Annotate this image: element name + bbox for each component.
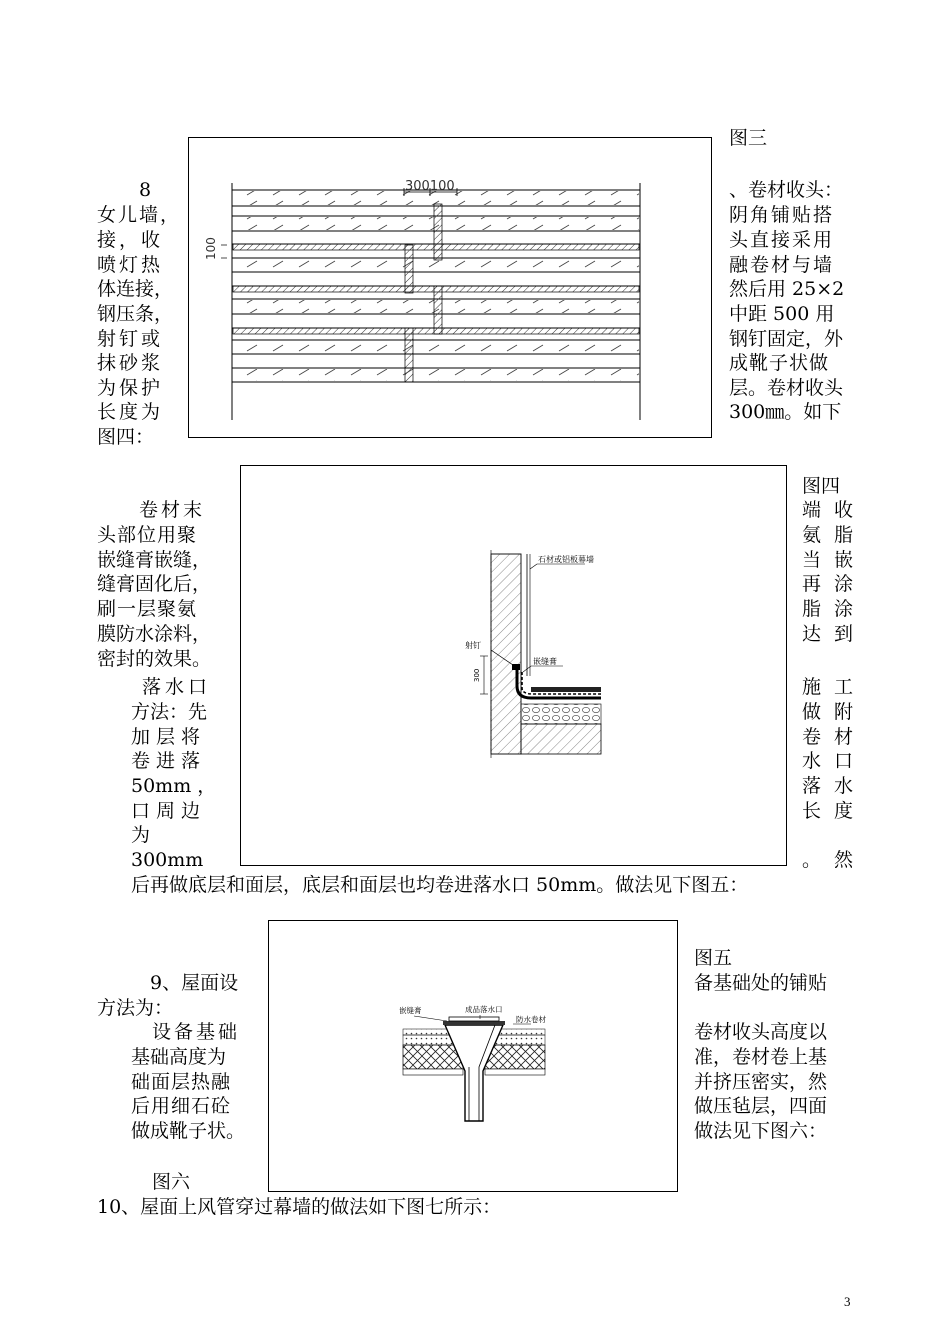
text-line: 做成靴子状。 (131, 1120, 246, 1142)
text-line: 缝膏固化后， (97, 573, 212, 595)
fig5-caption: 图五 (694, 947, 733, 969)
text-line: 阴角铺贴搭 (729, 204, 835, 226)
figure-4-svg (241, 466, 788, 867)
text-line: 设备基础 (152, 1021, 241, 1043)
text-line: 落水口 (142, 676, 212, 698)
text-line: 融卷材与墙 (729, 254, 835, 276)
text-line: 做法见下图六： (694, 1120, 828, 1142)
text-line: 、卷材收头： (729, 179, 844, 201)
text-line: 后用细石砼 (131, 1095, 232, 1117)
text-line: 氨脂 (802, 524, 867, 546)
text-line: 再涂 (802, 573, 867, 595)
text-line: 女儿墙， (97, 204, 182, 226)
section10-line: 10、屋面上风管穿过幕墙的做法如下图七所示： (97, 1196, 502, 1218)
text-line: 成靴子状做 (729, 352, 830, 374)
text-line: 图四： (97, 426, 155, 448)
text-line: 卷进落 (131, 750, 207, 772)
text-line: 抹砂浆 (97, 352, 164, 374)
text-line: 接，收 (97, 229, 164, 251)
text-line: 然后用 25×2 (729, 278, 845, 300)
fig4-label-nail: 射钉 (465, 641, 481, 650)
text-line: 为 (131, 824, 151, 846)
text-line: 方法：先 (131, 701, 208, 723)
fig5-label-sealant: 嵌缝膏 (399, 1006, 422, 1015)
fig4-label-dimension: 300 (473, 668, 481, 682)
fig3-caption: 图三 (729, 127, 768, 149)
text-line: 当嵌 (802, 549, 867, 571)
text-line: 端收 (802, 499, 867, 521)
text-line: 钢钉固定，外 (729, 328, 844, 350)
text-line: 头直接采用 (729, 229, 835, 251)
text-line: 300mm (131, 849, 204, 871)
figure-3-svg (189, 138, 713, 439)
text-line: 脂涂 (802, 598, 867, 620)
text-line: 长度为 (97, 401, 164, 423)
fig5-label-membrane: 防水卷材 (516, 1015, 546, 1024)
text-line: 做压毡层，四面 (694, 1095, 828, 1117)
text-line: 300㎜。如下 (729, 401, 842, 423)
text-line: 长度 (802, 800, 867, 822)
text-line: 加层将 (131, 726, 207, 748)
fig5-label-drain: 成品落水口 (465, 1005, 503, 1014)
text-line: 口周边 (131, 800, 207, 822)
fig4-label-sealant: 嵌缝膏 (533, 657, 557, 666)
text-line: 钢压条， (97, 303, 174, 325)
text-line: 卷材收头高度以 (694, 1021, 828, 1043)
text-line: 50mm ， (131, 775, 217, 797)
text-line: 备基础处的铺贴 (694, 972, 828, 994)
text-line: 头部位用聚 (97, 524, 198, 546)
text-line: 卷材 (802, 726, 867, 748)
text-line: 密封的效果。 (97, 648, 212, 670)
text-line: 膜防水涂料， (97, 623, 212, 645)
figure-5-drawing (268, 920, 678, 1192)
text-line: 射钉或 (97, 328, 164, 350)
figure-3-drawing (188, 137, 712, 438)
text-line: 。然 (802, 849, 867, 871)
text-line: 并挤压密实，然 (694, 1071, 828, 1093)
text-line: 中距 500 用 (729, 303, 835, 325)
text-line: 做附 (802, 701, 867, 723)
text-line: 嵌缝膏嵌缝， (97, 549, 212, 571)
fig3-side-label: 100 (204, 237, 218, 260)
fig4-label-cladding: 石材或铝板幕墙 (538, 555, 594, 564)
text-line: 8 (139, 179, 152, 201)
text-line: 准，卷材卷上基 (694, 1046, 828, 1068)
text-line: 达到 (802, 623, 867, 645)
fig3-dimension-label: 300100 (405, 179, 455, 194)
text-line: 体连接， (97, 278, 174, 300)
fig4-caption: 图四 (802, 475, 841, 497)
text-line: 为保护 (97, 377, 164, 399)
text-line: 卷材末 (139, 499, 206, 521)
paragraph-line: 后再做底层和面层，底层和面层也均卷进落水口 50mm。做法见下图五： (131, 874, 749, 896)
figure-5-svg (269, 921, 679, 1193)
text-line: 基础高度为 (131, 1046, 227, 1068)
text-line: 层。卷材收头 (729, 377, 844, 399)
page-number: 3 (844, 1294, 851, 1309)
figure-4-drawing (240, 465, 787, 866)
text-line: 9、屋面设 (150, 972, 239, 994)
text-line: 方法为： (97, 997, 174, 1019)
text-line: 水口 (802, 750, 867, 772)
text-line: 刷一层聚氨 (97, 598, 198, 620)
text-line: 础面层热融 (131, 1071, 232, 1093)
text-line: 喷灯热 (97, 254, 164, 276)
text-line: 施工 (802, 676, 867, 698)
text-line: 落水 (802, 775, 867, 797)
fig6-caption: 图六 (152, 1171, 191, 1193)
